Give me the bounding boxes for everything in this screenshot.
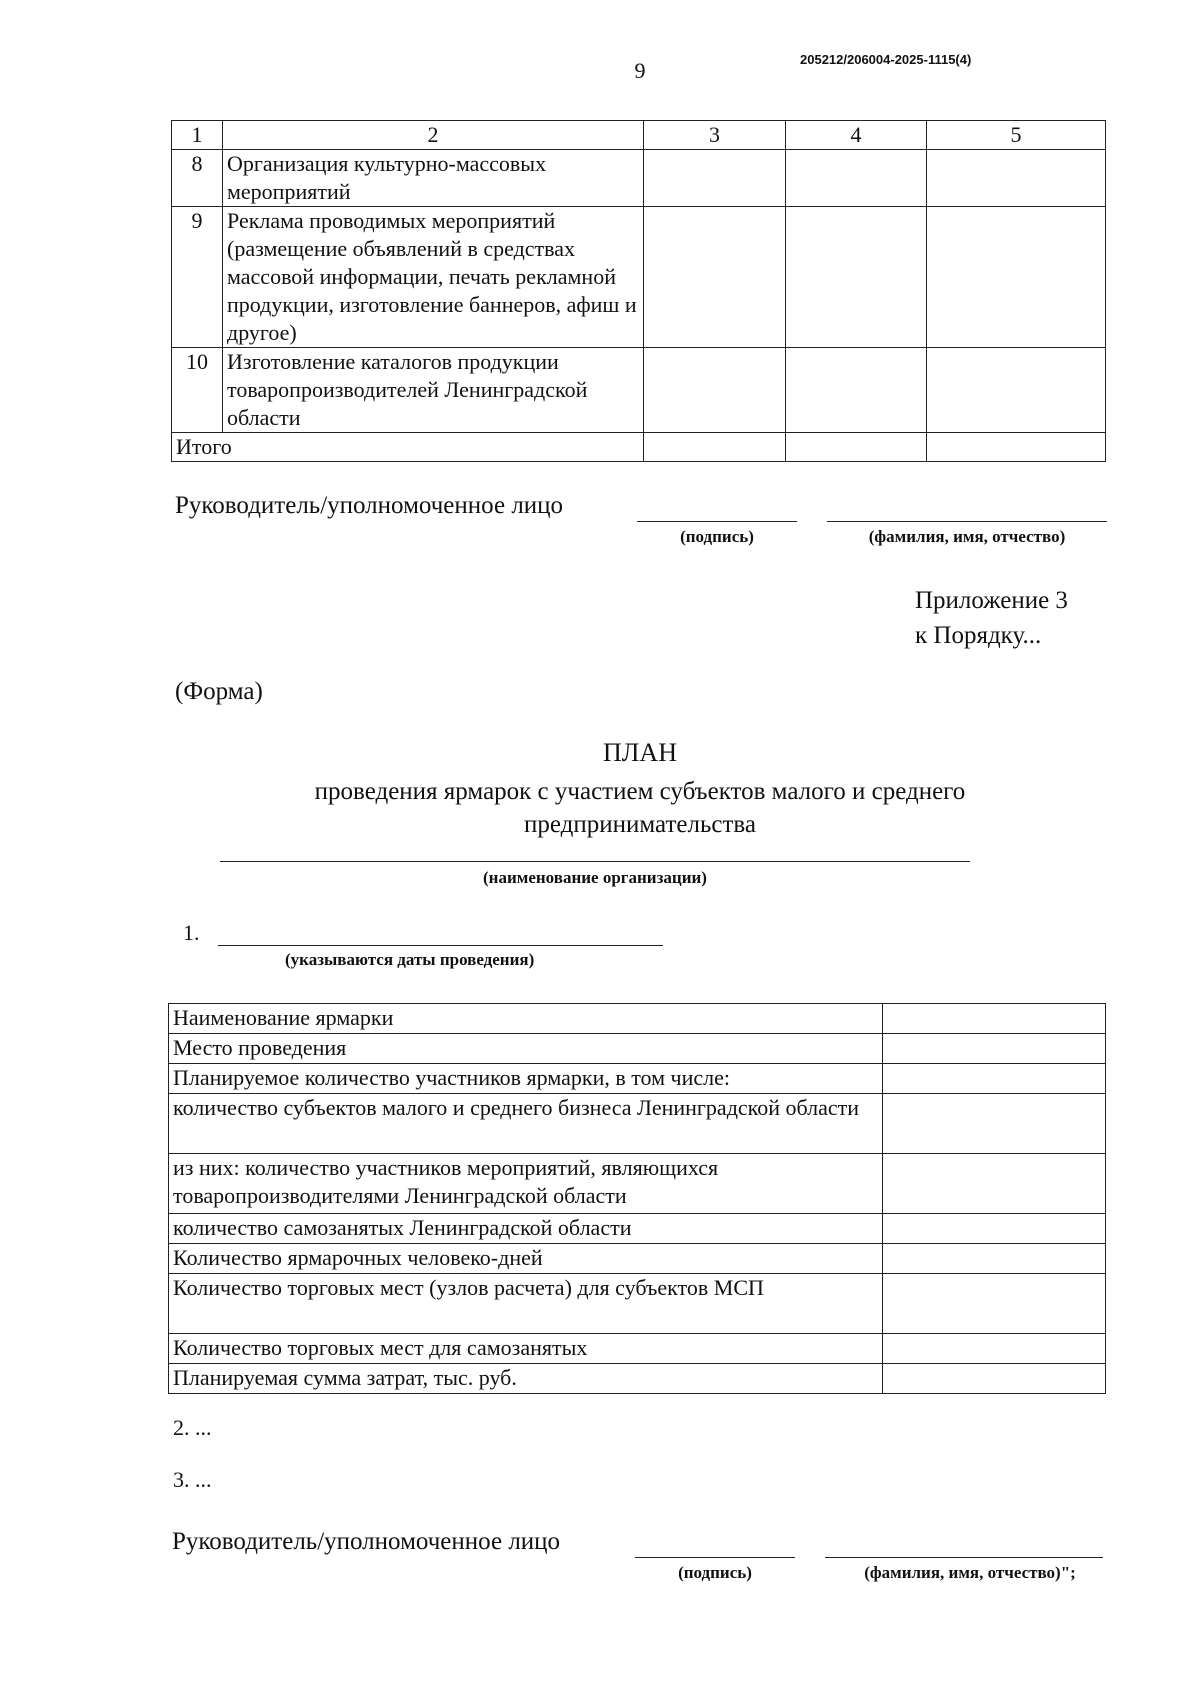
table-row (169, 1244, 1106, 1274)
page-number: 9 (634, 58, 646, 83)
table-row (169, 1004, 1106, 1034)
table-cell (786, 207, 927, 348)
table-cell (644, 207, 786, 348)
table-cell (883, 1214, 1106, 1244)
signature-caption: (подпись) (680, 527, 754, 546)
row-text: Изготовление каталогов продукции товаропроизводителей Ленинградской области (223, 348, 644, 433)
row-number: 10 (172, 348, 223, 433)
table-cell (644, 433, 786, 462)
table-header-row (172, 121, 1106, 150)
appendix-note (915, 583, 1068, 653)
row-number: 8 (172, 150, 223, 207)
table-cell (883, 1364, 1106, 1394)
table-row (169, 1334, 1106, 1364)
table-cell (927, 433, 1106, 462)
organization-caption: (наименование организации) (483, 868, 707, 887)
table-cell (644, 348, 786, 433)
plan-title: ПЛАН (603, 738, 677, 767)
row-number: 9 (172, 207, 223, 348)
table-row (169, 1094, 1106, 1154)
table-cell (883, 1154, 1106, 1214)
table-cell (883, 1334, 1106, 1364)
name-line (827, 521, 1107, 522)
table-cell (927, 150, 1106, 207)
table-row (169, 1034, 1106, 1064)
table-cell (786, 433, 927, 462)
appendix-ref: к Порядку... (915, 622, 1042, 649)
row-text: Организация культурно-массовых мероприятий (223, 150, 644, 207)
row-label: количество самозанятых Ленинградской области (169, 1214, 883, 1244)
table-row (169, 1364, 1106, 1394)
row-label: Наименование ярмарки (169, 1004, 883, 1034)
row-label: Место проведения (169, 1034, 883, 1064)
table-row (172, 348, 1106, 433)
table-row (172, 207, 1106, 348)
name-line (825, 1557, 1103, 1558)
column-header: 1 (172, 121, 223, 150)
dates-line (218, 945, 663, 946)
row-label: Количество торговых мест для самозанятых (169, 1334, 883, 1364)
signature-line (635, 1557, 795, 1558)
expenses-table (171, 120, 1106, 462)
signatory-label: Руководитель/уполномоченное лицо (172, 1528, 561, 1555)
table-cell (883, 1274, 1106, 1334)
document-id: 205212/206004-2025-1115(4) (800, 52, 972, 67)
table-cell (883, 1004, 1106, 1034)
table-row (169, 1214, 1106, 1244)
plan-table (168, 1003, 1106, 1394)
plan-subtitle: проведения ярмарок с участием субъектов малого и среднего предпринимательства (314, 778, 966, 838)
table-cell (786, 348, 927, 433)
name-caption: (фамилия, имя, отчество) (868, 527, 1066, 546)
row-label: Планируемое количество участников ярмарки, в том числе: (169, 1064, 883, 1094)
total-label: Итого (172, 433, 644, 462)
row-text: Реклама проводимых мероприятий (размещение объявлений в средствах массовой информации, печать рекламной продукции, изготовление баннеров, афиш и другое) (223, 207, 644, 348)
row-label: количество субъектов малого и среднего бизнеса Ленинградской области (169, 1094, 883, 1154)
table-cell (786, 150, 927, 207)
item-number: 1. (183, 920, 200, 945)
form-label: (Форма) (175, 678, 263, 705)
dates-caption: (указываются даты проведения) (285, 950, 535, 969)
row-label: Планируемая сумма затрат, тыс. руб. (169, 1364, 883, 1394)
column-header: 5 (927, 121, 1106, 150)
table-cell (644, 150, 786, 207)
total-row (172, 433, 1106, 462)
signature-line (637, 521, 797, 522)
table-cell (883, 1034, 1106, 1064)
signatory-label: Руководитель/уполномоченное лицо (175, 492, 564, 519)
appendix-title: Приложение 3 (915, 587, 1068, 614)
table-row (169, 1274, 1106, 1334)
row-label: из них: количество участников мероприятий, являющихся товаропроизводителями Ленинградской области (169, 1154, 883, 1214)
column-header: 4 (786, 121, 927, 150)
row-label: Количество торговых мест (узлов расчета) для субъектов МСП (169, 1274, 883, 1334)
organization-line (220, 861, 970, 862)
table-row (169, 1154, 1106, 1214)
item-placeholder: 2. ... (173, 1415, 212, 1440)
column-header: 2 (223, 121, 644, 150)
name-caption: (фамилия, имя, отчество)"; (864, 1563, 1076, 1582)
table-cell (883, 1094, 1106, 1154)
table-cell (927, 207, 1106, 348)
table-row (172, 150, 1106, 207)
table-row (169, 1064, 1106, 1094)
column-header: 3 (644, 121, 786, 150)
signature-caption: (подпись) (678, 1563, 752, 1582)
table-cell (883, 1064, 1106, 1094)
table-cell (883, 1244, 1106, 1274)
row-label: Количество ярмарочных человеко-дней (169, 1244, 883, 1274)
item-placeholder: 3. ... (173, 1467, 212, 1492)
table-cell (927, 348, 1106, 433)
